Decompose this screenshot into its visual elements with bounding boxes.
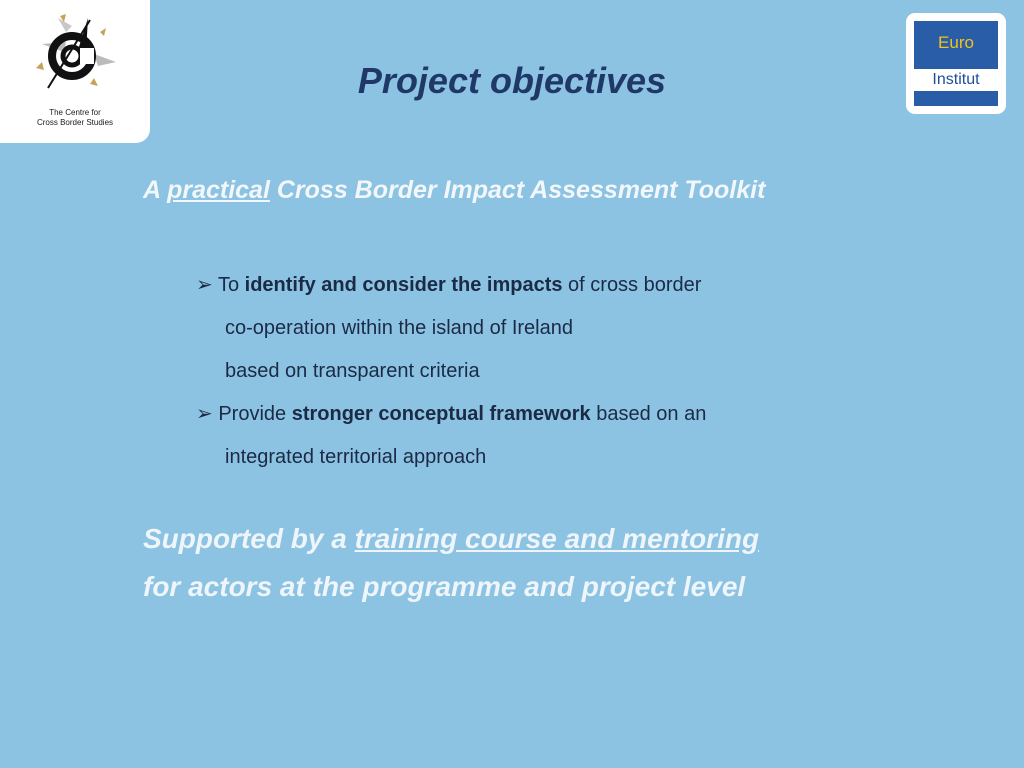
bullet-text: Provide [212,403,292,425]
bullet-text: of cross border [562,274,702,296]
bullet-continuation: integrated territorial approach [225,446,487,468]
slide-subtitle [143,176,765,205]
bullet-line [196,393,706,436]
support-line-1 [143,515,759,563]
euro-institut-logo-top: Euro [938,33,974,52]
support-underlined: training course and mentoring [354,523,760,554]
bullet-continuation: based on transparent criteria [225,360,480,382]
bullet-continuation: co-operation within the island of Ireland [225,317,573,339]
logo-caption-line: The Centre for [49,108,101,117]
bullet-bold-text: identify and consider the impacts [244,274,563,296]
bullet-list [196,264,706,479]
support-line-2: for actors at the programme and project level [143,571,746,602]
bullet-item [196,264,706,393]
bullet-text: based on an [590,403,707,425]
bullet-line [196,264,706,307]
bullet-text: To [212,274,245,296]
arrow-bullet-icon: ➢ [196,403,213,425]
logo-caption [0,108,150,128]
subtitle-underlined: practical [167,176,270,204]
slide-title: Project objectives [357,60,667,101]
bullet-item [196,393,706,479]
support-prefix: Supported by a [143,523,355,554]
euro-institut-logo-bottom: Institut [914,69,998,91]
subtitle-prefix: A [143,176,168,204]
subtitle-rest: Cross Border Impact Assessment Toolkit [269,176,766,204]
logo-caption-line: Cross Border Studies [36,118,114,127]
arrow-bullet-icon: ➢ [196,274,213,296]
bullet-bold-text: stronger conceptual framework [291,403,591,425]
support-text [143,515,759,611]
